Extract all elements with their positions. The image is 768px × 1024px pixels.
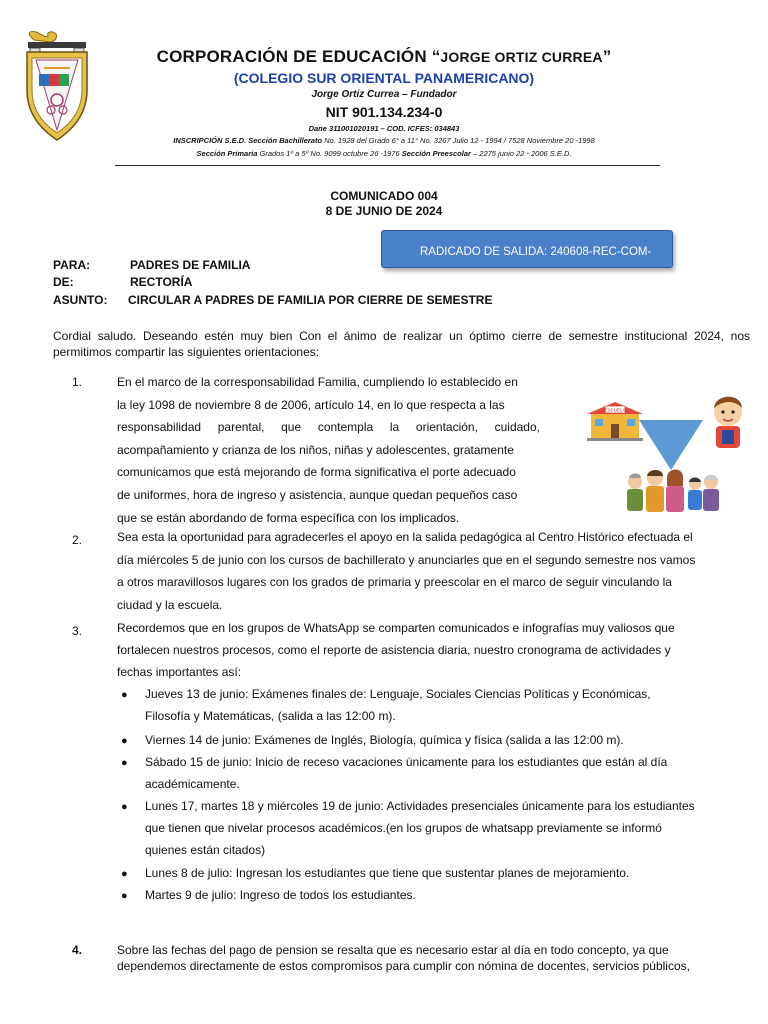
item-3-number: 3. <box>72 624 83 638</box>
bullet-dot: ● <box>121 801 128 813</box>
bullet-dot: ● <box>121 735 128 747</box>
item-1-line: que se están abordando de forma específica con los implicados. <box>117 510 460 525</box>
bullet-line: Jueves 13 de junio: Exámenes finales de: Lenguaje, Sociales Ciencias Políticas y Económicas, <box>145 687 651 701</box>
item-4-line: Sobre las fechas del pago de pension se resalta que es necesario estar al día en todo concepto, ya que <box>117 943 669 957</box>
student-boy-icon <box>714 397 742 448</box>
item-4-number: 4. <box>72 943 83 957</box>
bullet-line: Lunes 17, martes 18 y miércoles 19 de junio: Actividades presenciales únicamente para los estudiantes <box>145 799 695 813</box>
sections-line <box>0 149 768 158</box>
asunto-value: CIRCULAR A PADRES DE FAMILIA POR CIERRE DE SEMESTRE <box>128 293 493 307</box>
asunto-label: ASUNTO: <box>53 293 108 307</box>
bullet-item <box>145 795 745 861</box>
item-4-text <box>117 942 722 974</box>
bullet-line: Sábado 15 de junio: Inicio de receso vacaciones únicamente para los estudiantes que están al día <box>145 755 668 769</box>
item-1-line: acompañamiento y crianza de los niños, niñas y adolescentes, gratamente <box>117 442 514 457</box>
school-sign-text: ESCUELA <box>604 407 626 413</box>
item-2-line: a otros maravillosos lugares con los grados de primaria y preescolar en el marco de seguir vinculando la <box>117 575 672 590</box>
primaria-label: Sección Primaria <box>196 149 258 158</box>
bullet-item <box>145 751 745 795</box>
para-label: PARA: <box>53 258 91 272</box>
radicado-box: RADICADO DE SALIDA: 240608-REC-COM- <box>381 230 673 268</box>
item-2-text <box>117 526 722 616</box>
inscription-label: INSCRIPCIÓN S.E.D. Sección Bachillerato <box>173 136 323 145</box>
bullet-line: Lunes 8 de julio: Ingresan los estudiantes que tiene que sustentar planes de mejoramiento. <box>145 866 630 880</box>
bullet-item <box>145 862 745 884</box>
header-divider <box>115 165 660 166</box>
item-1-number: 1. <box>72 375 83 389</box>
nit-number: NIT 901.134.234-0 <box>325 104 443 120</box>
para-row <box>53 258 250 272</box>
connection-triangle <box>639 420 703 470</box>
item-3-text <box>117 617 722 683</box>
de-label: DE: <box>53 275 74 289</box>
bullet-item <box>145 683 745 727</box>
asunto-row <box>53 293 492 307</box>
preescolar-label: Sección Preescolar <box>401 149 471 158</box>
primaria-text: Grados 1º a 5º No. 9099 octubre 26 -1976 <box>257 149 402 158</box>
comunicado-heading <box>0 189 768 219</box>
corporation-title <box>0 47 768 67</box>
inscription-line <box>0 136 768 145</box>
inscription-text: No. 1928 del Grado 6° a 11° No. 3267 Julio 12 - 1994 / 7528 Noviembre 20 -1998 <box>322 136 595 145</box>
school-icon <box>587 402 643 441</box>
bullet-dot: ● <box>121 868 128 880</box>
bullet-line: académicamente. <box>145 777 240 791</box>
item-1-line: de uniformes, hora de ingreso y asistencia, aunque quedan pequeños caso <box>117 487 518 502</box>
item-1-line: responsabilidad parental, que contempla la orientación, cuidado, <box>117 420 540 435</box>
de-row <box>53 275 192 289</box>
corporation-suffix: ” <box>602 47 612 66</box>
bullet-line: que tienen que nivelar procesos académicos.(en los grupos de whatsapp previamente se informó <box>145 821 662 835</box>
founder-line: Jorge Ortiz Currea – Fundador <box>311 89 457 100</box>
bullet-line: Martes 9 de julio: Ingreso de todos los estudiantes. <box>145 888 416 902</box>
item-2-line: día miércoles 5 de junio con los cursos de bachillerato y anunciarles que en el segundo semestre nos vamos <box>117 552 696 567</box>
bullet-item <box>145 884 745 906</box>
item-2-number: 2. <box>72 533 83 547</box>
item-1-text <box>117 371 540 529</box>
school-name: (COLEGIO SUR ORIENTAL PANAMERICANO) <box>233 70 535 86</box>
preescolar-text: – 2275 junio 22 - 2006 S.E.D. <box>470 149 572 158</box>
dane-icfes-line: Dane 311001020191 – COD. ICFES: 034843 <box>308 124 460 133</box>
item-2-line: ciudad y la escuela. <box>117 597 223 612</box>
corporation-prefix: CORPORACIÓN DE EDUCACIÓN “ <box>156 47 441 66</box>
item-4-line: dependemos directamente de estos compromisos para cumplir con nómina de docentes, servicios públicos, <box>117 959 690 973</box>
bullet-line: Viernes 14 de junio: Exámenes de Inglés, Biología, química y física (salida a las 12:00 m). <box>145 733 624 747</box>
item-1-line: comunicamos que está mejorando de forma significativa el porte adecuado <box>117 465 516 480</box>
family-school-illustration <box>583 378 755 518</box>
item-3-line: fechas importantes así: <box>117 665 242 679</box>
bullet-item <box>145 729 745 751</box>
bullet-line: Filosofía y Matemáticas, (salida a las 12:00 m). <box>145 709 396 723</box>
corporation-name: JORGE ORTIZ CURREA <box>440 49 603 65</box>
bullet-dot: ● <box>121 757 128 769</box>
comunicado-number: COMUNICADO 004 <box>330 189 438 203</box>
item-3-line: Recordemos que en los grupos de WhatsApp se comparten comunicados e infografías muy valiosos que <box>117 621 675 635</box>
family-icon <box>627 470 719 513</box>
para-value: PADRES DE FAMILIA <box>130 258 251 272</box>
bullet-line: quienes están citados) <box>145 843 266 857</box>
item-3-line: fortalecen nuestros procesos, como el reporte de asistencia diaria, nuestro cronograma de actividades y <box>117 643 671 657</box>
bullet-dot: ● <box>121 890 128 902</box>
comunicado-date: 8 DE JUNIO DE 2024 <box>325 204 443 218</box>
intro-paragraph: Cordial saludo. Deseando estén muy bien Con el ánimo de realizar un óptimo cierre de semestre institucional 2024, nos permitimos compartir las siguientes orientaciones: <box>53 329 750 359</box>
item-1-line: En el marco de la corresponsabilidad Familia, cumpliendo lo establecido en <box>117 375 518 389</box>
bullet-dot: ● <box>121 689 128 701</box>
item-2-line: Sea esta la oportunidad para agradecerles el apoyo en la salida pedagógica al Centro Histórico efectuada el <box>117 530 693 544</box>
item-1-line: la ley 1098 de noviembre 8 de 2006, artículo 14, en lo que respecta a las <box>117 397 505 412</box>
de-value: RECTORÍA <box>130 275 193 289</box>
